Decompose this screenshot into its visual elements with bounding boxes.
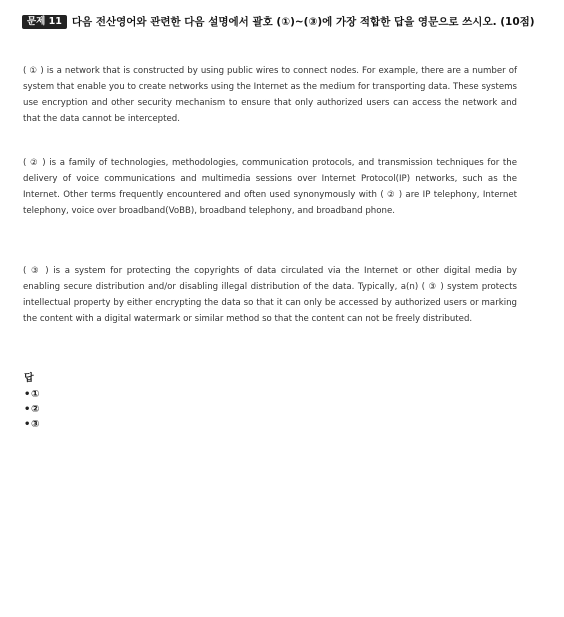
bullet-dot-icon: • [24,404,31,415]
answer-item [24,387,39,402]
question-header [22,13,542,31]
answer-item [24,417,39,432]
paragraph-blank-3: ( ③ ) is a system for protecting the copyrights of data circulated via the Internet or other digital media by enabling secure distribution and/or disabling illegal distribution of the data. Typically, a(n) ( ③ ) system protects intellectual property by either encrypting the data so that it can only be accessed by authorized users or marking the content with a digital watermark or similar method so that the content can not be freely distributed. [23,266,517,324]
bullet-dot-icon: • [24,419,31,430]
bullet-dot-icon: • [24,389,31,400]
answer-label: 답 [24,373,34,384]
answer-item-number: ③ [31,419,40,430]
question-number-badge: 문제 11 [22,15,67,29]
answer-item-number: ① [31,389,40,400]
question-instruction: 다음 전산영어와 관련한 다음 설명에서 괄호 (①)~(③)에 가장 적합한 답을 영문으로 쓰시오. (10점) [71,16,535,28]
paragraph-blank-1: ( ① ) is a network that is constructed by using public wires to connect nodes. For example, there are a number of system that enable you to create networks using the Internet as the medium for transporting data. These systems use encryption and other security mechanism to ensure that only authorized users can access the network and that the data cannot be intercepted. [23,66,517,124]
answer-section [24,371,39,432]
answer-item-number: ② [31,404,40,415]
answer-item [24,402,39,417]
paragraph-blank-2: ( ② ) is a family of technologies, methodologies, communication protocols, and transmission techniques for the delivery of voice communications and multimedia sessions over Internet Protocol(IP) networks, such as the Internet. Other terms frequently encountered and often used synonymously with ( ② ) are IP telephony, Internet telephony, voice over broadband(VoBB), broadband telephony, and broadband phone. [23,158,517,216]
